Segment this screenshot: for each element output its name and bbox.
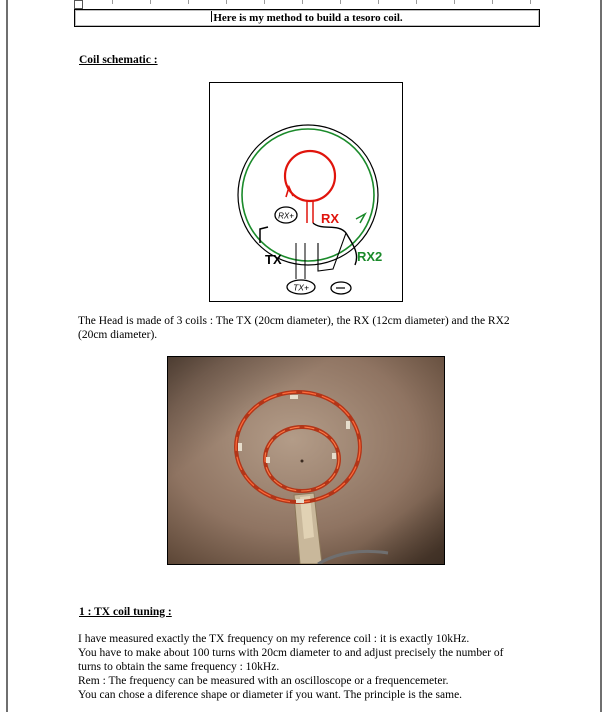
tx-coil-circle: [238, 125, 378, 265]
page-left-border: [6, 0, 8, 712]
rx2-arrow: [356, 214, 365, 223]
tx-tuning-line: You can chose a diference shape or diameter if you want. The principle is the same.: [78, 689, 463, 701]
document-title-cell[interactable]: [74, 9, 540, 27]
table-resize-handle[interactable]: [74, 0, 83, 9]
coil-photo[interactable]: [167, 356, 445, 565]
tx-tuning-line: You have to make about 100 turns with 20cm diameter to and adjust precisely the number of: [78, 647, 504, 659]
tx-tuning-line: Rem : The frequency can be measured with an oscilloscope or a frequencemeter.: [78, 675, 449, 687]
rx-label: RX: [321, 211, 340, 226]
section-heading-tx-tuning: 1 : TX coil tuning :: [79, 606, 172, 618]
rx2-label: RX2: [357, 249, 383, 264]
head-description-line: The Head is made of 3 coils : The TX (20cm diameter), the RX (12cm diameter) and the RX2: [78, 315, 510, 327]
ruler-ticks: [74, 0, 540, 6]
document-title: Here is my method to build a tesoro coil.: [213, 12, 403, 24]
coil-schematic-figure[interactable]: [209, 82, 403, 302]
coil-schematic-icon: [210, 83, 402, 301]
tx-label: TX: [265, 252, 282, 267]
page-right-border: [600, 0, 602, 712]
tx-tuning-paragraph: [78, 632, 504, 702]
coil-photo-icon: [168, 357, 444, 564]
rx2-coil-circle: [242, 129, 374, 261]
head-description-line: (20cm diameter).: [78, 329, 158, 341]
tx-tuning-line: I have measured exactly the TX frequency on my reference coil : it is exactly 10kHz.: [78, 633, 470, 645]
rx-feed-label: RX+: [278, 211, 294, 221]
rx2-wire: [313, 223, 357, 265]
tx-tuning-line: turns to obtain the same frequency : 10kHz.: [78, 661, 280, 673]
section-heading-schematic: Coil schematic :: [79, 54, 158, 66]
head-description: [78, 314, 510, 342]
tx-feed-label: TX+: [293, 282, 309, 293]
